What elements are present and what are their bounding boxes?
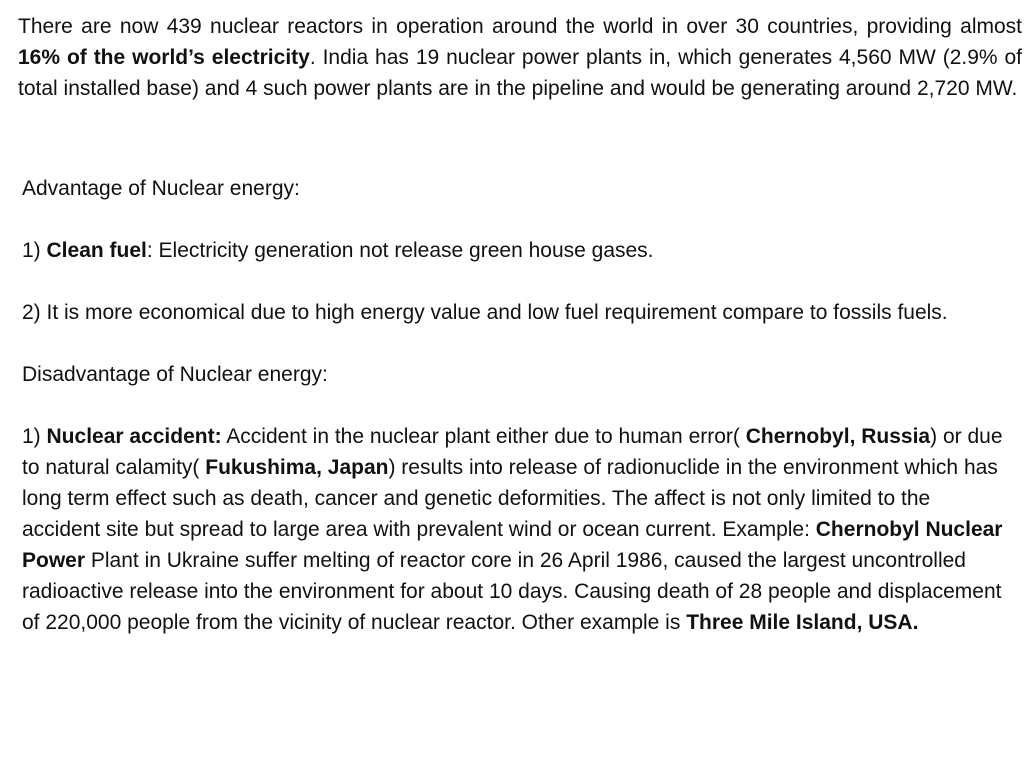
intro-text-1: There are now 439 nuclear reactors in operation around the world in over 30 countries, providing almost (18, 15, 1022, 38)
pros-cons-section (22, 173, 1012, 638)
example-fukushima-japan: Fukushima, Japan (205, 456, 389, 479)
disadvantage-item-1-text-1: Accident in the nuclear plant either due to human error( (221, 425, 746, 448)
spacer (22, 328, 1012, 359)
spacer (22, 266, 1012, 297)
intro-text-2: . India has 19 nuclear power plants in, which generates 4,560 MW (2.9% of total installed base) and 4 such power plants are in the pipeline and would be generating around 2,720 MW. (18, 46, 1022, 100)
example-chernobyl-nuclear-power: Chernobyl Nuclear Power (22, 518, 1003, 572)
disadvantages-heading: Disadvantage of Nuclear energy: (22, 363, 328, 386)
intro-paragraph (18, 11, 1022, 104)
advantages-heading: Advantage of Nuclear energy: (22, 177, 300, 200)
disadvantage-item-1 (22, 421, 1012, 638)
example-three-mile-island: Three Mile Island, USA. (686, 611, 919, 634)
disadvantage-item-1-number: 1) (22, 425, 47, 448)
example-chernobyl-russia: Chernobyl, Russia (745, 425, 931, 448)
intro-highlight-electricity-share: 16% of the world’s electricity (18, 46, 310, 69)
advantage-item-1 (22, 235, 1012, 266)
advantage-item-1-number: 1) (22, 239, 47, 262)
disadvantage-item-1-text-4: Plant in Ukraine suffer melting of reactor core in 26 April 1986, caused the largest uncontrolled radioactive release into the environment for about 10 days. Causing death of 28 people and displacement of 220,000 people from the vicinity of nuclear reactor. Other example is (22, 549, 1002, 634)
advantage-item-1-title: Clean fuel (46, 239, 147, 262)
advantage-item-2: 2) It is more economical due to high energy value and low fuel requirement compare to fossils fuels. (22, 301, 948, 324)
disadvantage-item-1-title: Nuclear accident: (46, 425, 222, 448)
spacer (22, 390, 1012, 421)
disadvantage-item-1-text-3: ) results into release of radionuclide in the environment which has long term effect such as death, cancer and genetic deformities. The affect is not only limited to the accident site but spread to large area with prevalent wind or ocean current. Example: (22, 456, 998, 541)
disadvantage-item-1-text-2: ) or due to natural calamity( (22, 425, 1003, 479)
advantage-item-1-text: : Electricity generation not release green house gases. (146, 239, 654, 262)
spacer (22, 204, 1012, 235)
